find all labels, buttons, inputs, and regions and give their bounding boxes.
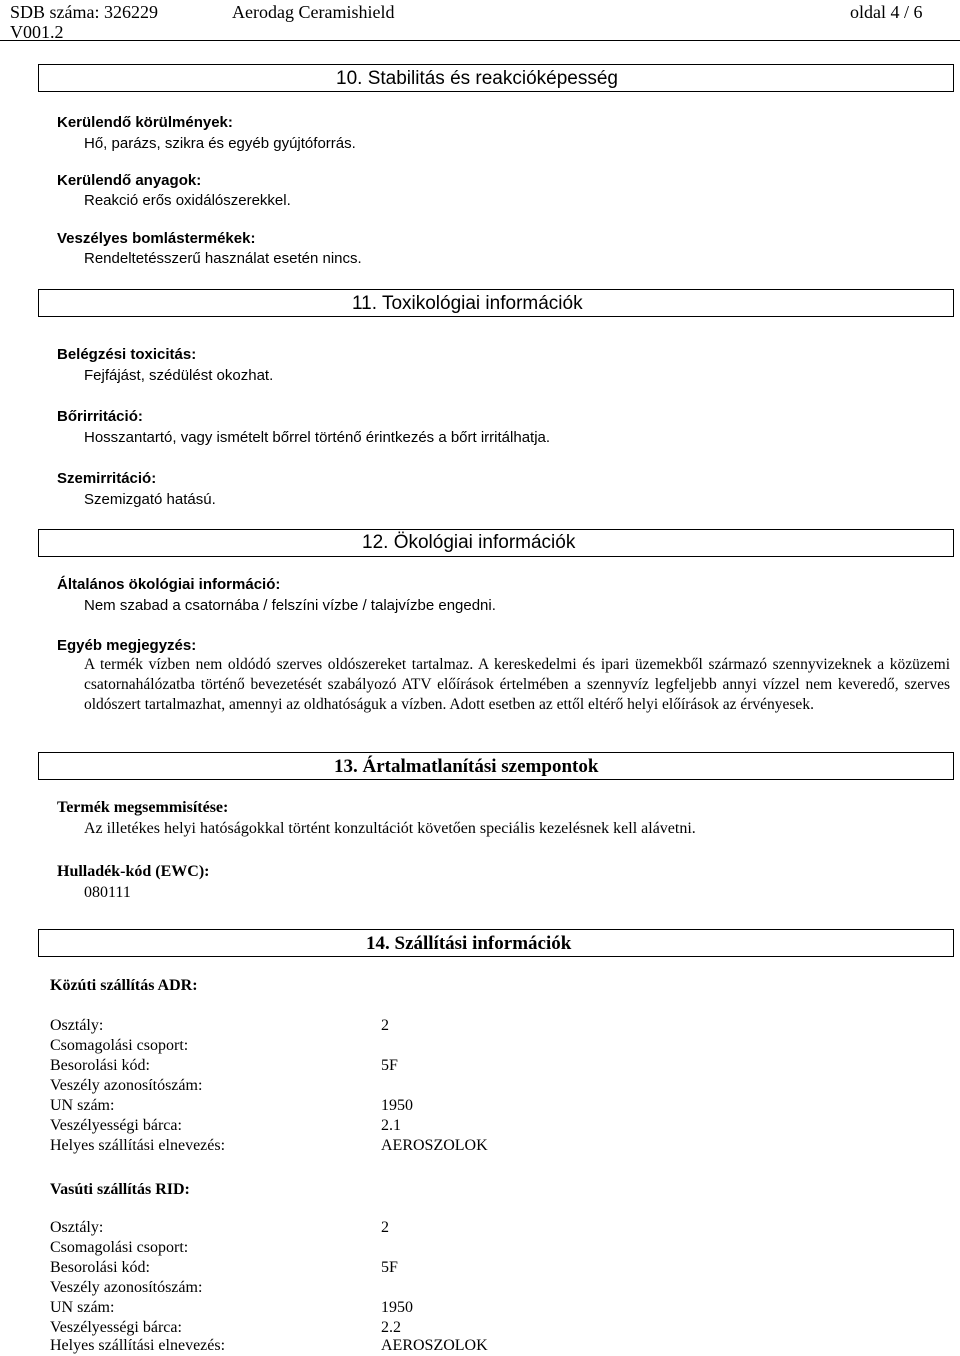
rid-value-shipping-name: AEROSZOLOK	[381, 1337, 488, 1354]
rid-value-hazard-label: 2.2	[381, 1319, 401, 1336]
product-name: Aerodag Ceramishield	[232, 2, 395, 22]
rid-heading: Vasúti szállítás RID:	[50, 1181, 190, 1198]
section-13-value-1: Az illetékes helyi hatóságokkal történt konzultációt követően speciális kezelésnek kell alávetni.	[84, 820, 696, 837]
section-10-label-3: Veszélyes bomlástermékek:	[57, 230, 256, 247]
rid-label-hazard-id: Veszély azonosítószám:	[50, 1279, 203, 1296]
adr-label-packing-group: Csomagolási csoport:	[50, 1037, 189, 1054]
section-12-label-2: Egyéb megjegyzés:	[57, 637, 197, 654]
rid-label-shipping-name: Helyes szállítási elnevezés:	[50, 1337, 226, 1354]
rid-label-classification-code: Besorolási kód:	[50, 1259, 150, 1276]
page-number: oldal 4 / 6	[850, 2, 923, 22]
section-11-value-2: Hosszantartó, vagy ismételt bőrrel történő érintkezés a bőrt irritálhatja.	[84, 429, 551, 446]
section-13-label-1: Termék megsemmisítése:	[57, 799, 229, 816]
section-12-value-2: A termék vízben nem oldódó szerves oldószereket tartalmaz. A kereskedelmi és ipari üzemekből származó szennyvizeknek a közüzemi csatornahálózatba történő bevezetését szabályozó ATV előírások értelmében a szennyvíz legfeljebb annyi vízzel nem keveredő, szerves oldószert tartalmazhat, amennyi az oldhatóságuk a vízben. Adott esetben az ettől eltérő helyi előírások az érvényesek.	[84, 656, 950, 713]
adr-value-classification-code: 5F	[381, 1057, 398, 1074]
rid-value-un-number: 1950	[381, 1299, 413, 1316]
section-11-value-3: Szemizgató hatású.	[84, 491, 216, 508]
section-11-value-1: Fejfájást, szédülést okozhat.	[84, 367, 274, 384]
adr-value-hazard-label: 2.1	[381, 1117, 401, 1134]
header-rule	[0, 40, 960, 41]
adr-value-class: 2	[381, 1017, 389, 1034]
adr-label-hazard-id: Veszély azonosítószám:	[50, 1077, 203, 1094]
adr-label-hazard-label: Veszélyességi bárca:	[50, 1117, 182, 1134]
rid-value-classification-code: 5F	[381, 1259, 398, 1276]
section-13-value-2: 080111	[84, 884, 131, 901]
rid-label-un-number: UN szám:	[50, 1299, 115, 1316]
sdb-number: SDB száma: 326229	[10, 2, 158, 22]
adr-value-un-number: 1950	[381, 1097, 413, 1114]
adr-label-class: Osztály:	[50, 1017, 104, 1034]
rid-label-hazard-label: Veszélyességi bárca:	[50, 1319, 182, 1336]
section-10-label-1: Kerülendő körülmények:	[57, 114, 233, 131]
section-10-title: 10. Stabilitás és reakcióképesség	[336, 68, 618, 89]
adr-heading: Közúti szállítás ADR:	[50, 977, 198, 994]
section-13-title: 13. Ártalmatlanítási szempontok	[334, 756, 599, 777]
adr-label-classification-code: Besorolási kód:	[50, 1057, 150, 1074]
section-14-title: 14. Szállítási információk	[366, 933, 572, 954]
adr-label-shipping-name: Helyes szállítási elnevezés:	[50, 1137, 226, 1154]
adr-value-shipping-name: AEROSZOLOK	[381, 1137, 488, 1154]
section-10-value-2: Reakció erős oxidálószerekkel.	[84, 192, 291, 209]
rid-label-class: Osztály:	[50, 1219, 104, 1236]
section-10-value-1: Hő, parázs, szikra és egyéb gyújtóforrás.	[84, 135, 356, 152]
section-11-label-1: Belégzési toxicitás:	[57, 346, 197, 363]
section-11-label-2: Bőrirritáció:	[57, 408, 143, 425]
rid-value-class: 2	[381, 1219, 389, 1236]
section-13-label-2: Hulladék-kód (EWC):	[57, 863, 210, 880]
section-12-label-1: Általános ökológiai információ:	[57, 576, 281, 593]
section-11-label-3: Szemirritáció:	[57, 470, 157, 487]
section-12-value-1: Nem szabad a csatornába / felszíni vízbe / talajvízbe engedni.	[84, 597, 496, 614]
section-10-label-2: Kerülendő anyagok:	[57, 172, 202, 189]
section-11-title: 11. Toxikológiai információk	[352, 293, 583, 314]
rid-label-packing-group: Csomagolási csoport:	[50, 1239, 189, 1256]
section-12-title: 12. Ökológiai információk	[362, 532, 576, 553]
version: V001.2	[10, 22, 64, 42]
adr-label-un-number: UN szám:	[50, 1097, 115, 1114]
section-10-value-3: Rendeltetésszerű használat esetén nincs.	[84, 250, 362, 267]
